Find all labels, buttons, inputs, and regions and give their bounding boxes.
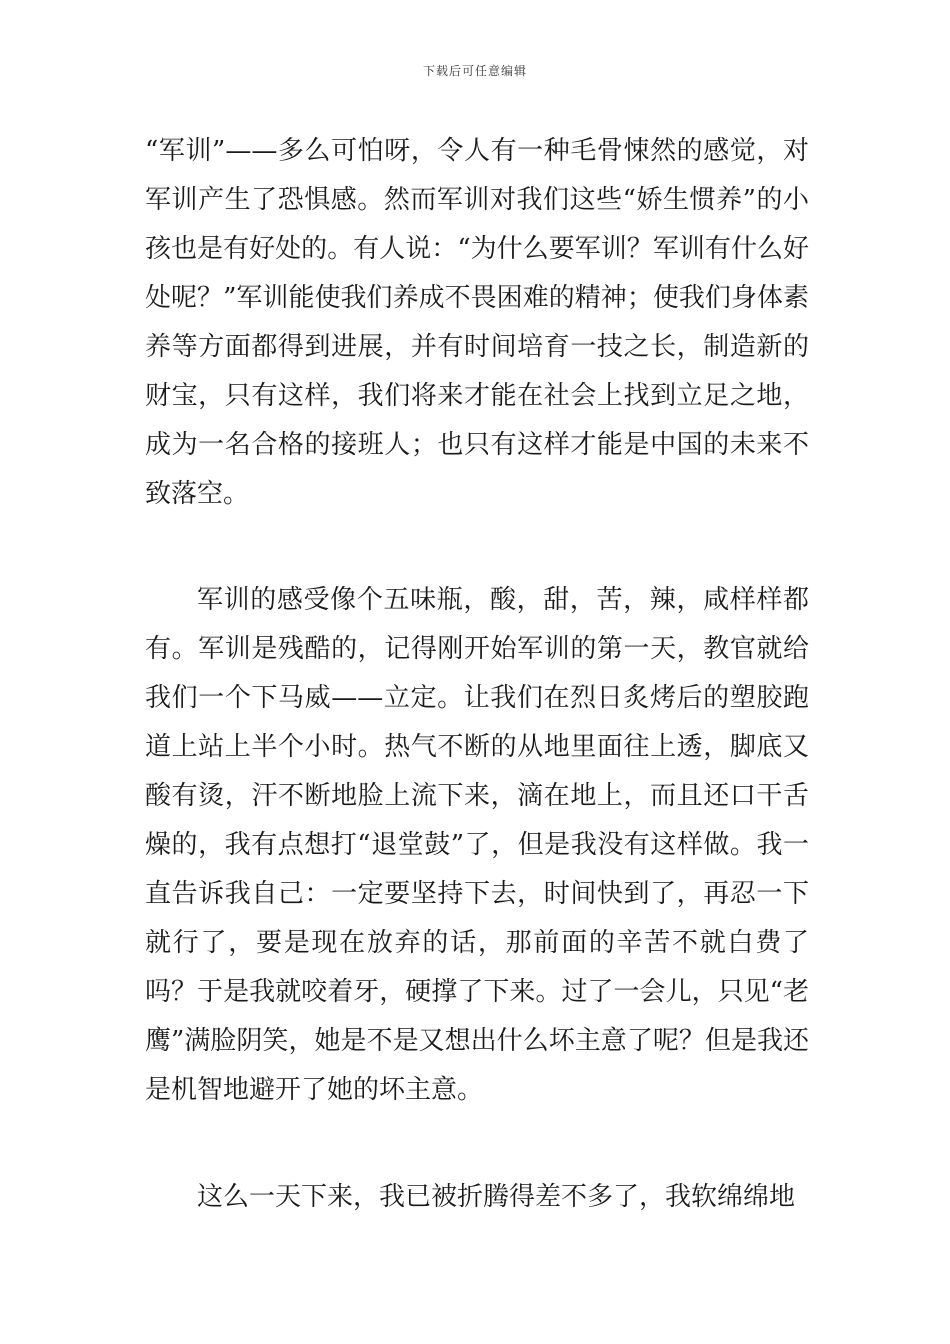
page-header: 下载后可任意编辑 — [422, 64, 527, 78]
paragraph-1: “军训”——多么可怕呀，令人有一种毛骨悚然的感觉，对军训产生了恐惧感。然而军训对我们这些“娇生惯养”的小孩也是有好处的。有人说：“为什么要军训？军训有什么好处呢？”军训能使我们养成不畏困难的精神；使我们身体素养等方面都得到进展，并有时间培育一技之长，制造新的财宝，只有这样，我们将来才能在社会上找到立足之地，成为一名合格的接班人；也只有这样才能是中国的未来不致落空。 — [145, 136, 809, 509]
paragraph-2: 军训的感受像个五味瓶，酸，甜，苦，辣，咸样样都有。军训是残酷的，记得刚开始军训的第一天，教官就给我们一个下马威——立定。让我们在烈日炙烤后的塑胶跑道上站上半个小时。热气不断的从地里面往上透，脚底又酸有烫，汗不断地脸上流下来，滴在地上，而且还口干舌燥的，我有点想打“退堂鼓”了，但是我没有这样做。我一直告诉我自己：一定要坚持下去，时间快到了，再忍一下就行了，要是现在放弃的话，那前面的辛苦不就白费了吗？于是我就咬着牙，硬撑了下来。过了一会儿，只见“老鹰”满脸阴笑，她是不是又想出什么坏主意了呢？但是我还是机智地避开了她的坏主意。 — [145, 585, 809, 1105]
paragraph-3: 这么一天下来，我已被折腾得差不多了，我软绵绵地 — [197, 1182, 796, 1212]
